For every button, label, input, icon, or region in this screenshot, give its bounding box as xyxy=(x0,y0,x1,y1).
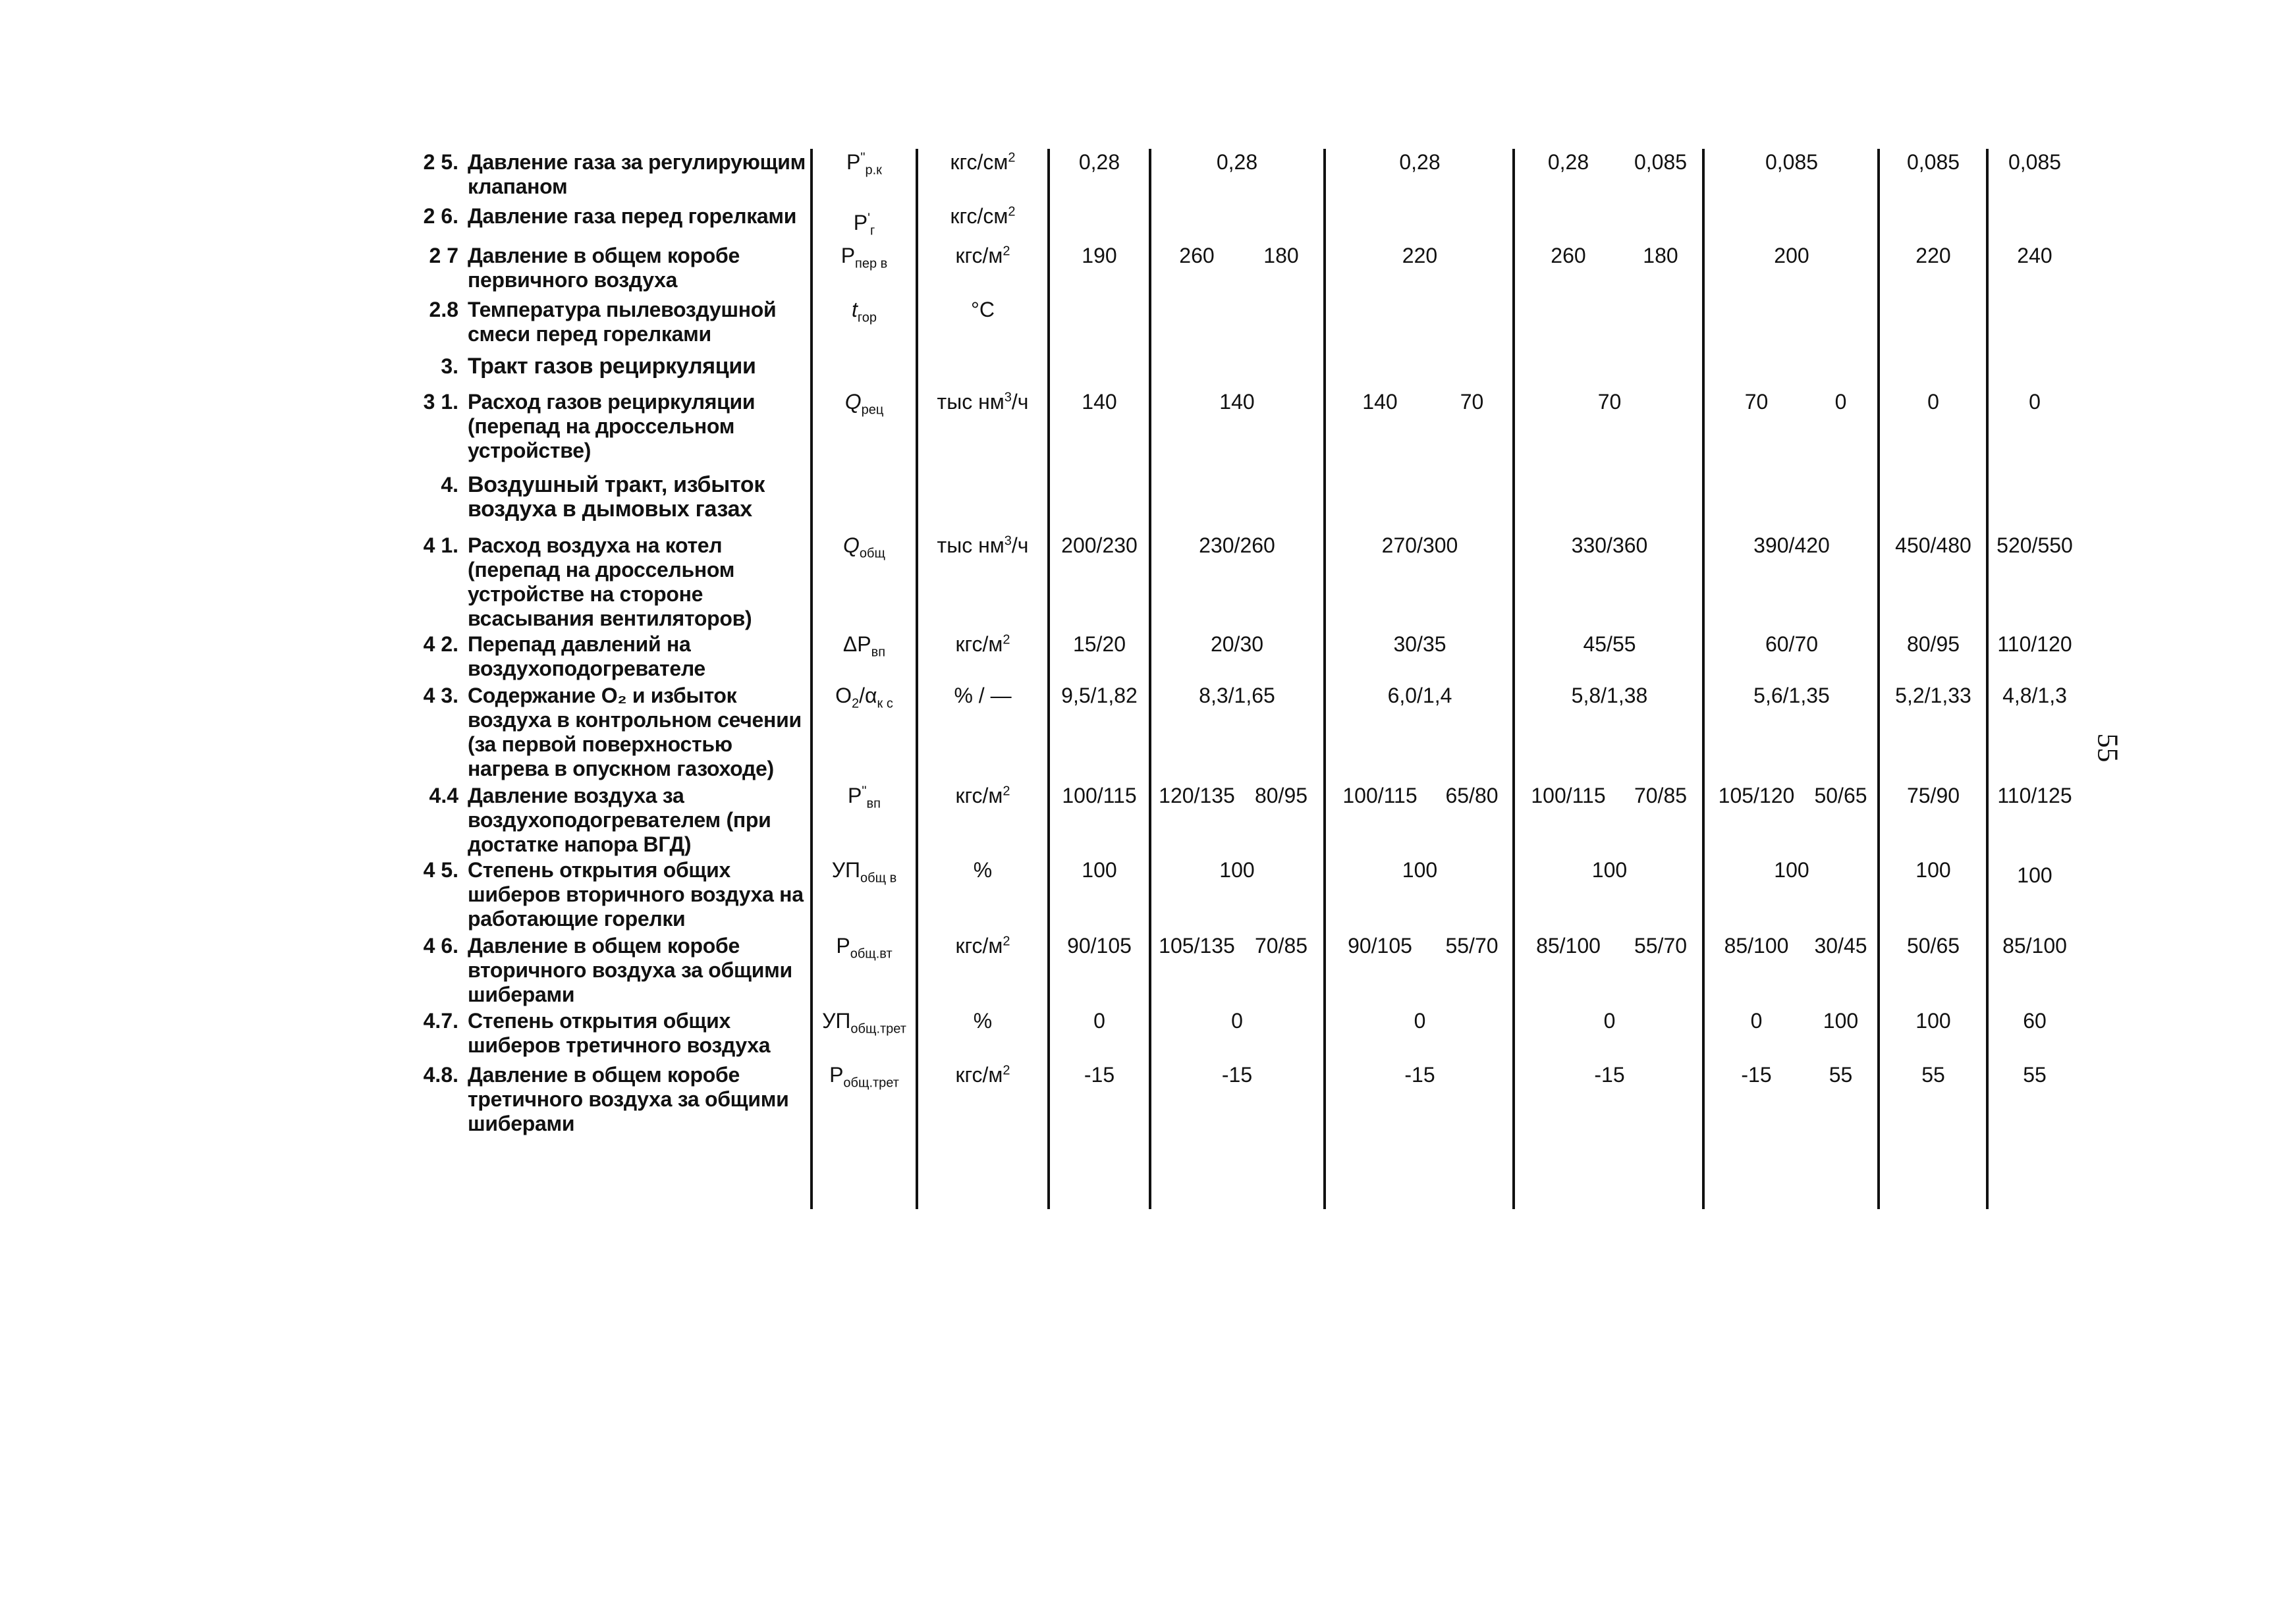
parameter-symbol: $O_2/\alpha_{к с}$ xyxy=(835,684,893,711)
unit: кгс/$см^2$ xyxy=(950,150,1016,174)
value-cell: 110/120 xyxy=(1997,632,2072,656)
value-cell: 9,5/1,82 xyxy=(1061,684,1138,707)
unit: кгс/$м^2$ xyxy=(955,244,1010,267)
value-cell: -15 xyxy=(1594,1063,1625,1087)
unit: кгс/$см^2$ xyxy=(950,204,1016,228)
value-cell: 55 xyxy=(1829,1063,1853,1087)
value-cell: 100/115 xyxy=(1342,784,1418,807)
value-cell: 0 xyxy=(1750,1009,1763,1033)
value-cell: 85/100 xyxy=(2002,934,2067,958)
value-cell: 190 xyxy=(1082,244,1117,267)
value-cell: 0 xyxy=(1834,390,1847,414)
value-cell: 110/125 xyxy=(1997,784,2072,807)
column-rule xyxy=(1702,149,1705,1209)
parameter-name: Давление в общем коробе первичного воздуха xyxy=(468,244,740,292)
unit: кгс/$м^2$ xyxy=(955,784,1010,807)
value-cell: 450/480 xyxy=(1895,533,1971,557)
value-cell: 200/230 xyxy=(1061,533,1138,557)
row-number: 4 5. xyxy=(423,858,458,882)
value-cell: 0 xyxy=(1603,1009,1616,1033)
value-cell: 85/100 xyxy=(1724,934,1789,958)
value-cell: 390/420 xyxy=(1753,533,1830,557)
value-cell: -15 xyxy=(1404,1063,1435,1087)
value-cell: 220 xyxy=(1915,244,1951,267)
parameter-name: Содержание O₂ и избыток воздуха в контрольном сечении (за первой поверхностью нагрева в опускном газоходе) xyxy=(468,684,802,780)
value-cell: 0,085 xyxy=(1765,150,1819,174)
row-number: 4.4 xyxy=(429,784,458,807)
value-cell: 100/115 xyxy=(1531,784,1606,807)
value-cell: 70/85 xyxy=(1634,784,1688,807)
value-cell: 100 xyxy=(1591,858,1628,882)
value-cell: 70/85 xyxy=(1254,934,1308,958)
parameter-symbol: $Q_{рец}$ xyxy=(844,390,884,418)
value-cell: 0,28 xyxy=(1078,150,1120,174)
value-cell: 8,3/1,65 xyxy=(1199,684,1275,707)
value-cell: 0 xyxy=(1231,1009,1243,1033)
value-cell: 100 xyxy=(1915,1009,1951,1033)
value-cell: 120/135 xyxy=(1159,784,1235,807)
value-cell: 330/360 xyxy=(1571,533,1648,557)
value-cell: 0 xyxy=(1927,390,1939,414)
page-number: 55 xyxy=(2091,733,2124,763)
value-cell: 55 xyxy=(1921,1063,1945,1087)
value-cell: 260 xyxy=(1179,244,1215,267)
value-cell: 180 xyxy=(1643,244,1678,267)
value-cell: 15/20 xyxy=(1072,632,1126,656)
value-cell: 140 xyxy=(1082,390,1117,414)
value-cell: 80/95 xyxy=(1254,784,1308,807)
row-number: 2 5. xyxy=(423,150,458,174)
value-cell: 0 xyxy=(1414,1009,1426,1033)
value-cell: 0 xyxy=(2029,390,2041,414)
row-number: 4 1. xyxy=(423,533,458,557)
value-cell: 80/95 xyxy=(1906,632,1960,656)
unit: % / — xyxy=(954,684,1012,707)
parameter-name: Степень открытия общих шиберов третичного воздуха xyxy=(468,1009,771,1057)
column-rule xyxy=(1986,149,1989,1209)
value-cell: 45/55 xyxy=(1583,632,1636,656)
value-cell: -15 xyxy=(1084,1063,1115,1087)
section-heading: Воздушный тракт, избыток воздуха в дымовых газах xyxy=(468,472,765,522)
value-cell: 140 xyxy=(1362,390,1398,414)
value-cell: 0,085 xyxy=(1906,150,1960,174)
unit: °C xyxy=(971,298,995,321)
parameter-name: Давление в общем коробе вторичного воздуха за общими шиберами xyxy=(468,934,792,1006)
value-cell: 105/120 xyxy=(1718,784,1795,807)
row-number: 2.8 xyxy=(429,298,458,321)
parameter-name: Расход газов рециркуляции (перепад на дроссельном устройстве) xyxy=(468,390,756,462)
value-cell: 30/45 xyxy=(1814,934,1867,958)
parameter-symbol: $P_{общ.трет}$ xyxy=(829,1063,899,1091)
value-cell: 5,6/1,35 xyxy=(1753,684,1830,707)
value-cell: 6,0/1,4 xyxy=(1387,684,1452,707)
value-cell: 180 xyxy=(1263,244,1299,267)
value-cell: -15 xyxy=(1221,1063,1253,1087)
value-cell: 65/80 xyxy=(1445,784,1499,807)
value-cell: 60/70 xyxy=(1765,632,1819,656)
unit: тыс $нм^3/ч$ xyxy=(937,390,1029,414)
parameter-name: Давление газа перед горелками xyxy=(468,204,797,228)
value-cell: 90/105 xyxy=(1067,934,1132,958)
value-cell: 55 xyxy=(2023,1063,2047,1087)
value-cell: 220 xyxy=(1402,244,1438,267)
unit: кгс/$м^2$ xyxy=(955,934,1010,958)
parameter-symbol: $\Delta P_{вп}$ xyxy=(842,632,886,660)
value-cell: 0,085 xyxy=(1634,150,1688,174)
column-rule xyxy=(1512,149,1515,1209)
unit: % xyxy=(973,1009,993,1033)
value-cell: 270/300 xyxy=(1381,533,1458,557)
value-cell: 100 xyxy=(1219,858,1255,882)
parameter-name: Расход воздуха на котел (перепад на дроссельном устройстве на стороне всасывания вентиляторов) xyxy=(468,533,752,630)
unit: тыс $нм^3/ч$ xyxy=(937,533,1029,557)
row-number: 4.8. xyxy=(423,1063,458,1087)
row-number: 4 6. xyxy=(423,934,458,958)
parameter-name: Перепад давлений на воздухоподогревателе xyxy=(468,632,705,680)
value-cell: 100 xyxy=(1082,858,1117,882)
section-heading: Тракт газов рециркуляции xyxy=(468,354,756,379)
parameter-symbol: $УП_{общ.трет}$ xyxy=(822,1009,906,1037)
value-cell: 50/65 xyxy=(1906,934,1960,958)
parameter-symbol: $Q_{общ}$ xyxy=(843,533,885,561)
parameter-symbol: $P_{общ.вт}$ xyxy=(836,934,893,961)
parameter-symbol: $P^"_{р.к}$ xyxy=(846,150,882,178)
value-cell: 85/100 xyxy=(1536,934,1601,958)
column-rule xyxy=(1149,149,1151,1209)
parameter-name: Температура пылевоздушной смеси перед горелками xyxy=(468,298,777,346)
parameter-name: Степень открытия общих шиберов вторичного воздуха на работающие горелки xyxy=(468,858,804,931)
value-cell: 0 xyxy=(1093,1009,1105,1033)
value-cell: 100 xyxy=(2017,863,2052,887)
value-cell: 100 xyxy=(1915,858,1951,882)
row-number: 4. xyxy=(441,473,458,497)
value-cell: 55/70 xyxy=(1445,934,1499,958)
parameter-symbol: $УП_{общ в}$ xyxy=(831,858,897,886)
value-cell: 200 xyxy=(1774,244,1809,267)
row-number: 4 3. xyxy=(423,684,458,707)
parameter-symbol: $t_{гор}$ xyxy=(852,298,877,325)
row-number: 4 2. xyxy=(423,632,458,656)
parameter-name: Давление газа за регулирующим клапаном xyxy=(468,150,806,198)
column-rule xyxy=(1877,149,1880,1209)
value-cell: 0,085 xyxy=(2008,150,2062,174)
value-cell: -15 xyxy=(1741,1063,1772,1087)
value-cell: 70 xyxy=(1460,390,1484,414)
value-cell: 70 xyxy=(1597,390,1622,414)
value-cell: 30/35 xyxy=(1393,632,1446,656)
value-cell: 0,28 xyxy=(1216,150,1258,174)
value-cell: 5,8/1,38 xyxy=(1571,684,1648,707)
value-cell: 5,2/1,33 xyxy=(1895,684,1971,707)
value-cell: 60 xyxy=(2023,1009,2047,1033)
parameter-symbol: $P'_г$ xyxy=(853,211,875,238)
value-cell: 0,28 xyxy=(1547,150,1589,174)
value-cell: 140 xyxy=(1219,390,1255,414)
value-cell: 55/70 xyxy=(1634,934,1688,958)
value-cell: 100/115 xyxy=(1062,784,1137,807)
value-cell: 90/105 xyxy=(1348,934,1412,958)
value-cell: 75/90 xyxy=(1906,784,1960,807)
row-number: 3 1. xyxy=(423,390,458,414)
value-cell: 70 xyxy=(1744,390,1769,414)
value-cell: 520/550 xyxy=(1996,533,2073,557)
value-cell: 100 xyxy=(1823,1009,1859,1033)
column-rule xyxy=(1323,149,1326,1209)
row-number: 2 7 xyxy=(429,244,458,267)
value-cell: 240 xyxy=(2017,244,2052,267)
parameter-name: Давление в общем коробе третичного воздуха за общими шиберами xyxy=(468,1063,789,1135)
unit: кгс/$м^2$ xyxy=(955,1063,1010,1087)
value-cell: 100 xyxy=(1774,858,1809,882)
parameter-name: Давление воздуха за воздухоподогревателем (при достатке напора ВГД) xyxy=(468,784,771,856)
value-cell: 100 xyxy=(1402,858,1438,882)
value-cell: 20/30 xyxy=(1210,632,1264,656)
parameter-symbol: $P^"_{вп}$ xyxy=(848,784,881,811)
value-cell: 50/65 xyxy=(1814,784,1867,807)
parameter-symbol: $P_{пер в}$ xyxy=(840,244,888,271)
value-cell: 4,8/1,3 xyxy=(2002,684,2067,707)
value-cell: 0,28 xyxy=(1399,150,1441,174)
unit: кгс/$м^2$ xyxy=(955,632,1010,656)
value-cell: 260 xyxy=(1551,244,1586,267)
unit: % xyxy=(973,858,993,882)
row-number: 2 6. xyxy=(423,204,458,228)
row-number: 4.7. xyxy=(423,1009,458,1033)
row-number: 3. xyxy=(441,354,458,378)
value-cell: 230/260 xyxy=(1199,533,1275,557)
value-cell: 105/135 xyxy=(1159,934,1235,958)
